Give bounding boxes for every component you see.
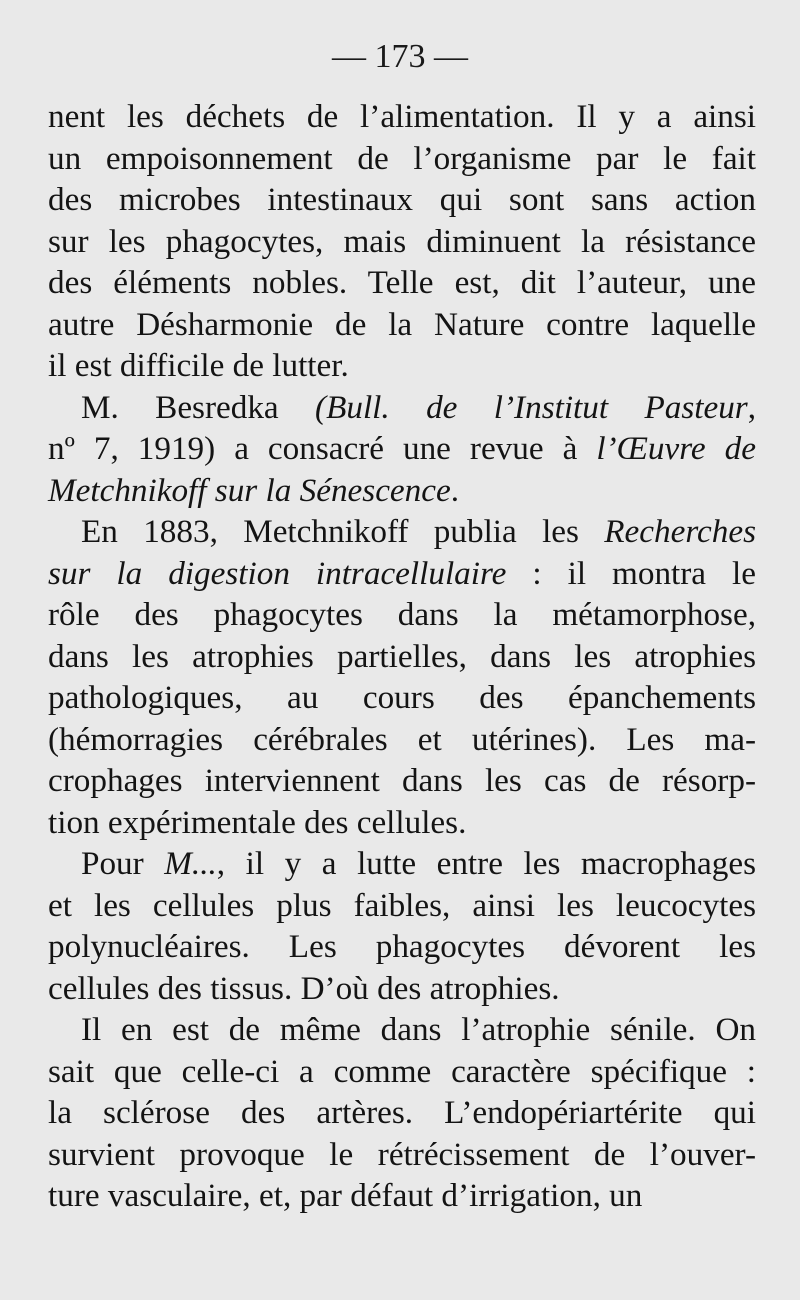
italic-text: l’Œuvre de <box>596 430 756 467</box>
text-line <box>48 1134 756 1176</box>
text-span: il est difficile de lutter. <box>48 347 349 384</box>
text-line <box>48 553 756 595</box>
italic-text: (Bull. de l’Institut Pasteur <box>315 388 748 426</box>
text-span: sur les phagocytes, mais diminuent la résistance <box>48 222 756 260</box>
text-line <box>48 428 756 470</box>
text-line <box>48 1009 756 1051</box>
text-span: crophages interviennent dans les cas de résorp- <box>48 762 756 799</box>
text-line <box>48 345 756 387</box>
text-span: la sclérose des artères. L’endopériartérite qui <box>48 1094 756 1131</box>
text-span: rôle des phagocytes dans la métamorphose, <box>48 596 756 633</box>
text-span: ture vasculaire, et, par défaut d’irrigation, un <box>48 1177 643 1214</box>
text-span: nent les déchets de l’alimentation. Il y a ainsi <box>48 98 756 135</box>
text-span: survient provoque le rétrécissement de l’ouver- <box>48 1135 756 1173</box>
text-line <box>48 760 756 802</box>
text-line <box>48 262 756 304</box>
paragraph <box>48 1009 756 1217</box>
text-line <box>48 138 756 180</box>
text-span: dans les atrophies partielles, dans les atrophies <box>48 637 756 675</box>
text-line <box>48 802 756 844</box>
text-line <box>48 843 756 885</box>
text-line <box>48 1051 756 1093</box>
text-line <box>48 926 756 968</box>
text-span: Pour <box>81 845 165 882</box>
text-line <box>48 719 756 761</box>
text-line <box>48 1092 756 1134</box>
text-span: , il y a lutte entre les macrophages <box>216 845 756 882</box>
text-span: : il montra le <box>506 554 756 592</box>
text-span: M. Besredka <box>81 388 316 426</box>
text-span: des microbes intestinaux qui sont sans action <box>48 181 756 218</box>
text-span: sait que celle-ci a comme caractère spécifique : <box>48 1052 756 1090</box>
text-span: pathologiques, au cours des épanchements <box>48 679 756 716</box>
paragraph <box>48 387 756 512</box>
text-span: . <box>450 471 460 509</box>
text-span: nº 7, 1919) a consacré une revue à <box>48 430 597 467</box>
text-line <box>48 304 756 346</box>
text-span: autre Désharmonie de la Nature contre laquelle <box>48 305 756 343</box>
paragraph <box>48 843 756 1009</box>
text-line <box>48 511 756 553</box>
text-span: des éléments nobles. Telle est, dit l’auteur, une <box>48 264 756 301</box>
italic-text: Metchnikoff sur la Sénescence <box>48 471 451 509</box>
italic-text: M... <box>164 845 217 882</box>
text-span: un empoisonnement de l’organisme par le fait <box>48 139 756 177</box>
italic-text: sur la digestion intracellulaire <box>48 554 507 592</box>
text-line <box>48 594 756 636</box>
text-span: cellules des tissus. D’où des atrophies. <box>48 969 560 1007</box>
text-line <box>48 968 756 1010</box>
text-line <box>48 387 756 429</box>
text-line <box>48 636 756 678</box>
text-line <box>48 885 756 927</box>
text-span: (hémorragies cérébrales et utérines). Les ma- <box>48 720 756 758</box>
text-line <box>48 677 756 719</box>
text-line <box>48 470 756 512</box>
text-span: En 1883, Metchnikoff publia les <box>81 513 605 550</box>
text-line <box>48 96 756 138</box>
text-span: et les cellules plus faibles, ainsi les leucocytes <box>48 886 756 924</box>
text-line <box>48 221 756 263</box>
text-span: polynucléaires. Les phagocytes dévorent les <box>48 928 756 965</box>
paragraph <box>48 96 756 387</box>
text-line <box>48 1175 756 1217</box>
body-text <box>48 96 756 1217</box>
paragraph <box>48 511 756 843</box>
text-span: Il en est de même dans l’atrophie sénile. On <box>81 1011 756 1048</box>
italic-text: Recherches <box>604 513 756 550</box>
text-span: , <box>747 388 756 426</box>
page-number: — 173 — <box>332 38 468 75</box>
text-line <box>48 179 756 221</box>
text-span: tion expérimentale des cellules. <box>48 803 467 841</box>
